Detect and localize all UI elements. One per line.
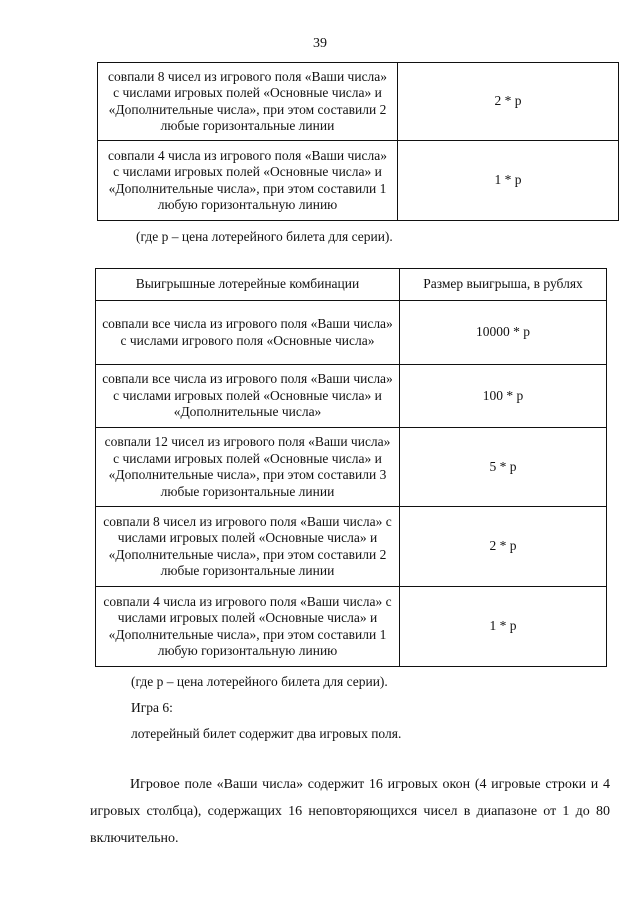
combination-cell: совпали 4 числа из игрового поля «Ваши числа» с числами игровых полей «Основные числа» и «Дополнительные числа», при этом составили 1 любую горизонтальную линию (98, 141, 398, 221)
game-intro: лотерейный билет содержит два игровых поля. (131, 726, 402, 741)
price-note: (где р – цена лотерейного билета для серии). (131, 674, 388, 689)
combination-cell: совпали 12 чисел из игрового поля «Ваши числа» с числами игровых полей «Основные числа» и «Дополнительные числа», при этом составили 3 любые горизонтальные линии (96, 428, 400, 507)
table-row (96, 301, 607, 365)
prize-cell: 2 * р (398, 63, 619, 141)
prize-cell: 1 * р (398, 141, 619, 221)
combination-cell: совпали 4 числа из игрового поля «Ваши числа» с числами игровых полей «Основные числа» и «Дополнительные числа», при этом составили 1 любую горизонтальную линию (96, 587, 400, 667)
table-row (96, 365, 607, 428)
prize-cell: 100 * р (400, 365, 607, 428)
prize-cell: 2 * р (400, 507, 607, 587)
page-number: 39 (313, 36, 327, 51)
table-row (96, 587, 607, 667)
prize-cell: 1 * р (400, 587, 607, 667)
prize-cell: 5 * р (400, 428, 607, 507)
combination-cell: совпали все числа из игрового поля «Ваши числа» с числами игровых полей «Основные числа» и «Дополнительные числа» (96, 365, 400, 428)
header-prize: Размер выигрыша, в рублях (400, 269, 607, 301)
combination-cell: совпали 8 чисел из игрового поля «Ваши числа» с числами игровых полей «Основные числа» и «Дополнительные числа», при этом составили 2 любые горизонтальные линии (98, 63, 398, 141)
prize-cell: 10000 * р (400, 301, 607, 365)
table-row (96, 428, 607, 507)
price-note: (где р – цена лотерейного билета для серии). (136, 229, 393, 244)
game-description: Игровое поле «Ваши числа» содержит 16 игровых окон (4 игровые строки и 4 игровых столбца), содержащих 16 неповторяющихся чисел в диапазоне от 1 до 80 включительно. (90, 777, 610, 846)
prize-table-continued (97, 62, 619, 221)
prize-table (95, 268, 607, 667)
table-row (98, 141, 619, 221)
game-title: Игра 6: (131, 700, 173, 715)
header-combinations: Выигрышные лотерейные комбинации (96, 269, 400, 301)
combination-cell: совпали 8 чисел из игрового поля «Ваши числа» с числами игровых полей «Основные числа» и «Дополнительные числа», при этом составили 2 любые горизонтальные линии (96, 507, 400, 587)
combination-cell: совпали все числа из игрового поля «Ваши числа» с числами игрового поля «Основные числа» (96, 301, 400, 365)
table-header-row (96, 269, 607, 301)
table-row (98, 63, 619, 141)
table-row (96, 507, 607, 587)
